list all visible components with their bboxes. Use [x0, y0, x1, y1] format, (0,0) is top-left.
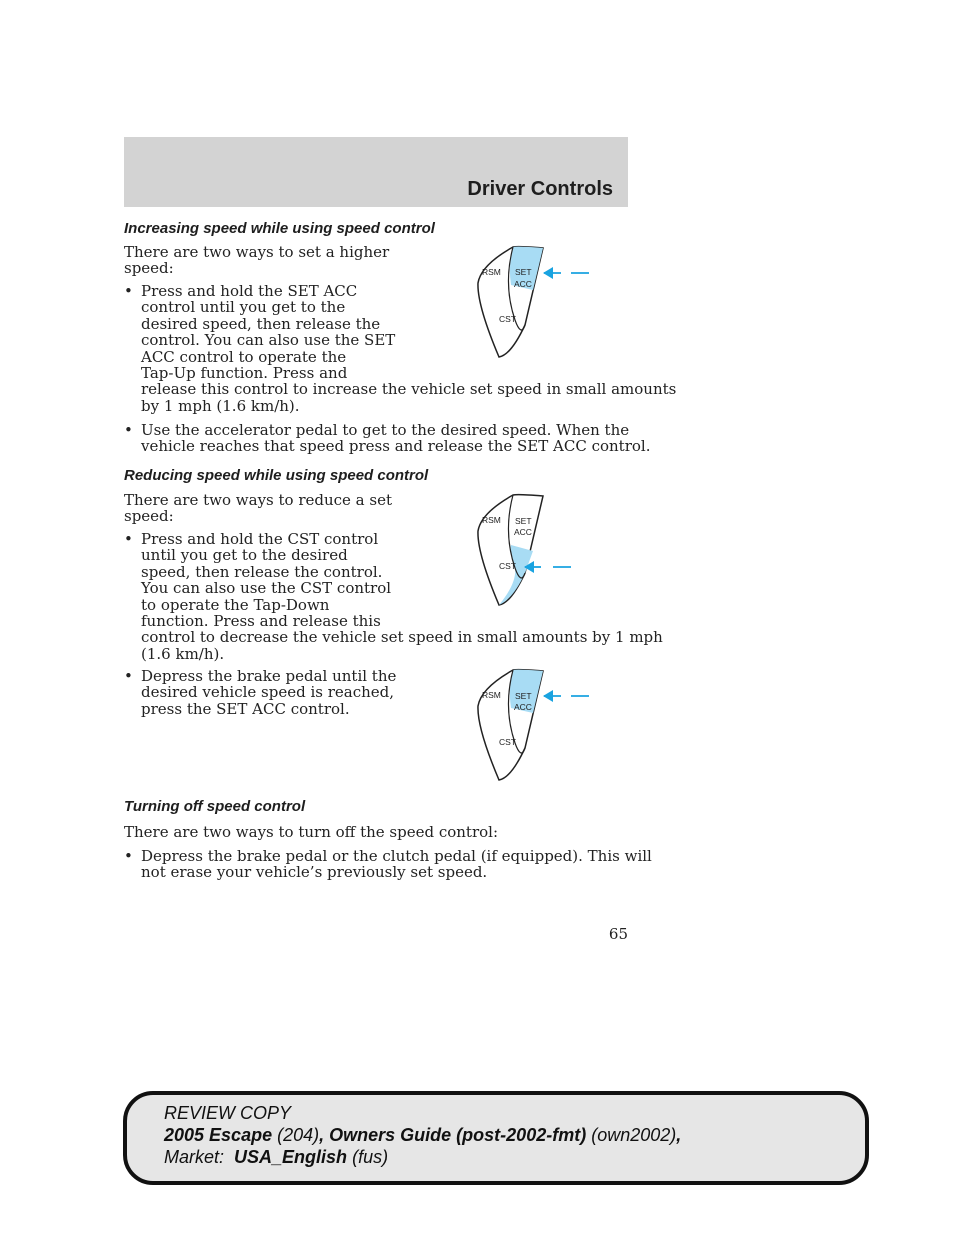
label-rsm: RSM — [482, 267, 501, 277]
label-set: SET — [515, 516, 532, 526]
intro-turning-off: There are two ways to turn off the speed control: — [124, 823, 499, 841]
intro-increasing: There are two ways to set a higher speed: — [124, 243, 390, 278]
review-line-3: Market: USA_English (fus) — [164, 1147, 389, 1167]
review-line-1: REVIEW COPY — [164, 1103, 292, 1123]
heading-turning-off: Turning off speed control — [124, 798, 306, 815]
section-title: Driver Controls — [467, 178, 613, 200]
label-rsm: RSM — [482, 690, 501, 700]
speed-control-diagram-set-acc-2 — [473, 668, 598, 783]
label-cst: CST — [499, 561, 516, 571]
speed-control-diagram-cst — [473, 493, 598, 608]
heading-increasing-speed: Increasing speed while using speed control — [124, 220, 435, 237]
arrow-icon — [543, 690, 589, 702]
section-header — [124, 137, 628, 207]
arrow-icon — [543, 267, 589, 279]
heading-reducing-speed: Reducing speed while using speed control — [124, 467, 429, 484]
speed-control-diagram-set-acc — [473, 245, 598, 360]
review-copy-box — [123, 1091, 869, 1185]
label-acc: ACC — [514, 702, 532, 712]
label-rsm: RSM — [482, 515, 501, 525]
intro-reducing: There are two ways to reduce a set speed: — [124, 491, 393, 526]
label-acc: ACC — [514, 527, 532, 537]
arrow-icon — [524, 561, 571, 573]
label-cst: CST — [499, 314, 516, 324]
label-acc: ACC — [514, 279, 532, 289]
page-number: 65 — [608, 925, 628, 943]
label-set: SET — [515, 691, 532, 701]
label-cst: CST — [499, 737, 516, 747]
label-set: SET — [515, 267, 532, 277]
review-line-2: 2005 Escape (204), Owners Guide (post-2002-fmt) (own2002), — [164, 1125, 682, 1145]
